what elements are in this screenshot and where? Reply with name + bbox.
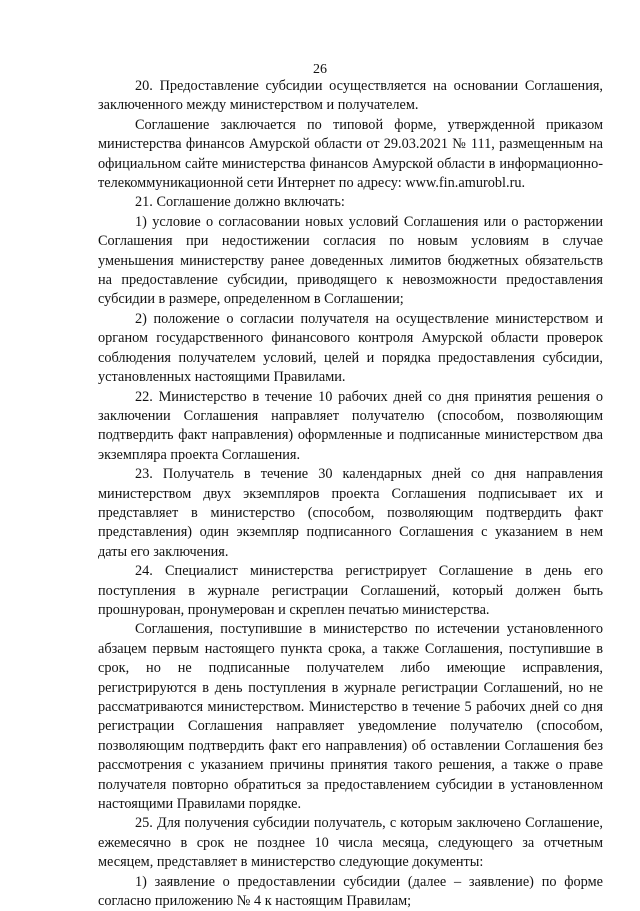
paragraph-24-continued: Соглашения, поступившие в министерство по истечении установленного абзацем первым настоящего пункта срока, а также Соглашения, поступившие в срок, но не подписанные получателем либо имеющие исправления, регистрируются в день поступления в журнале регистрации Соглашений, но не рассматриваются министерством. Министерство в течение 5 рабочих дней со дня регистрации Соглашения направляет уведомление получателю (способом, позволяющим подтвердить факт его направления) об оставлении Соглашения без рассмотрения с указанием причины принятия такого решения, а также о праве получателя повторно обратиться за предоставлением субсидии в установленном настоящими Правилами порядке. [98,621,603,813]
page-number: 26 [313,62,327,77]
paragraph-21-item-1: 1) условие о согласовании новых условий Соглашения или о расторжении Соглашения при недостижении согласия по новым условиям в случае уменьшения министерству ранее доведенных лимитов бюджетных обязательств на предоставление субсидии, приводящего к невозможности предоставления субсидии в размере, определенном в Соглашении; [98,213,603,308]
paragraph-22: 22. Министерство в течение 10 рабочих дней со дня принятия решения о заключении Соглашения направляет получателю (способом, позволяющим подтвердить факт направления) оформленные и подписанные министерством два экземпляра проекта Соглашения. [98,388,603,463]
paragraph-23: 23. Получатель в течение 30 календарных дней со дня направления министерством двух экземпляров проекта Соглашения подписывает их и представляет в министерство (способом, позволяющим подтвердить факт представления) один экземпляр подписанного Соглашения с указанием в нем даты его заключения. [98,466,603,560]
paragraph-25: 25. Для получения субсидии получатель, с которым заключено Соглашение, ежемесячно в срок не позднее 10 числа месяца, следующего за отчетным месяцем, представляет в министерство следующие документы: [98,815,603,871]
document-body [98,77,603,911]
paragraph-agreement-form: Соглашение заключается по типовой форме, утвержденной приказом министерства финансов Амурской области от 29.03.2021 № 111, размещенным на официальном сайте министерства финансов Амурской области в информационно-телекоммуникационной сети Интернет по адресу: www.fin.amurobl.ru. [98,116,603,192]
paragraph-25-item-1: 1) заявление о предоставлении субсидии (далее – заявление) по форме согласно приложению № 4 к настоящим Правилам; [98,873,603,910]
paragraph-20: 20. Предоставление субсидии осуществляется на основании Соглашения, заключенного между министерством и получателем. [98,78,603,114]
paragraph-21: 21. Соглашение должно включать: [135,194,345,211]
paragraph-24: 24. Специалист министерства регистрирует Соглашение в день его поступления в журнале регистрации Соглашений, который должен быть прошнурован, пронумерован и скреплен печатью министерства. [98,563,603,618]
paragraph-21-item-2: 2) положение о согласии получателя на осуществление министерством и органом государственного финансового контроля Амурской области проверок соблюдения получателем условий, целей и порядка предоставления субсидии, установленных настоящими Правилами. [98,310,603,386]
